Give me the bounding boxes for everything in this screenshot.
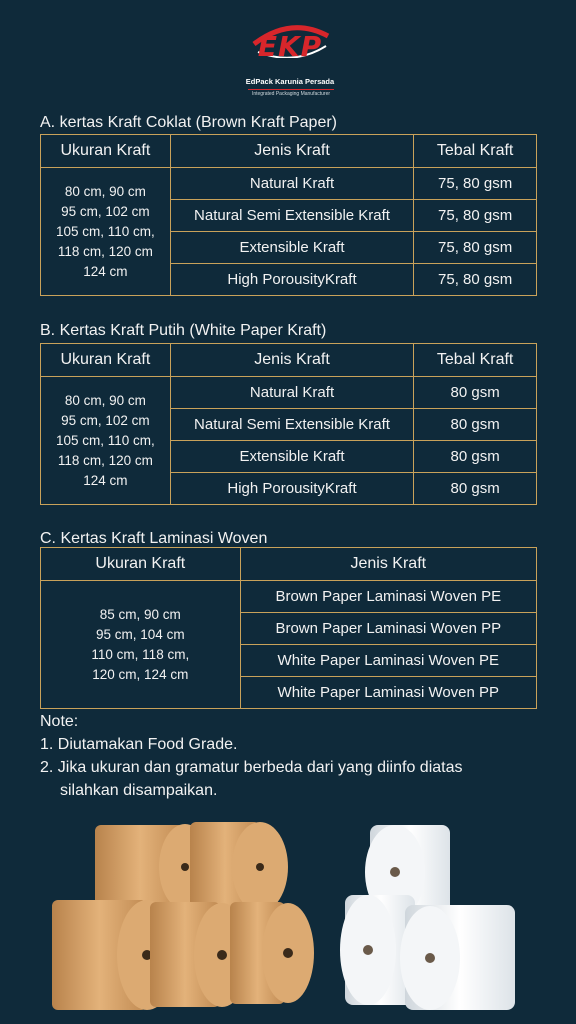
size-cell: [41, 377, 171, 505]
company-logo: [240, 18, 340, 98]
kraft-roll-icon: [230, 902, 314, 1004]
header-jenis: Jenis Kraft: [170, 135, 414, 168]
size-line: 118 cm, 120 cm: [57, 243, 153, 259]
note-item-1: 1. Diutamakan Food Grade.: [40, 736, 238, 753]
tebal-cell: 80 gsm: [414, 409, 537, 441]
kraft-roll-icon: [190, 822, 288, 912]
jenis-cell: Brown Paper Laminasi Woven PE: [240, 581, 536, 613]
logo-company-name: EdPack Karunia Persada: [245, 77, 335, 86]
tebal-cell: 75, 80 gsm: [414, 264, 537, 296]
size-line: 105 cm, 110 cm,: [55, 223, 155, 239]
header-tebal: Tebal Kraft: [414, 135, 537, 168]
note-item-2-cont: silahkan disampaikan.: [60, 782, 218, 799]
jenis-cell: Natural Semi Extensible Kraft: [170, 200, 414, 232]
section-c-table: [40, 547, 537, 709]
tebal-cell: 80 gsm: [414, 441, 537, 473]
tebal-cell: 80 gsm: [414, 473, 537, 505]
size-line: 124 cm: [83, 263, 128, 279]
size-line: 80 cm, 90 cm: [64, 392, 146, 408]
jenis-cell: Extensible Kraft: [170, 441, 414, 473]
tebal-cell: 75, 80 gsm: [414, 168, 537, 200]
jenis-cell: Brown Paper Laminasi Woven PP: [240, 613, 536, 645]
size-line: 95 cm, 102 cm: [61, 203, 150, 219]
jenis-cell: Extensible Kraft: [170, 232, 414, 264]
jenis-cell: High PorousityKraft: [170, 264, 414, 296]
size-line: 110 cm, 118 cm,: [91, 646, 190, 662]
header-jenis: Jenis Kraft: [240, 548, 536, 581]
size-line: 118 cm, 120 cm: [57, 452, 153, 468]
tebal-cell: 75, 80 gsm: [414, 232, 537, 264]
jenis-cell: Natural Kraft: [170, 377, 414, 409]
header-jenis: Jenis Kraft: [170, 344, 414, 377]
tebal-cell: 80 gsm: [414, 377, 537, 409]
section-a-table: [40, 134, 537, 296]
size-cell: [41, 168, 171, 296]
jenis-cell: White Paper Laminasi Woven PP: [240, 677, 536, 709]
logo-brand: EKP: [257, 30, 323, 63]
header-ukuran: Ukuran Kraft: [41, 344, 171, 377]
paper-rolls-image: [40, 810, 540, 1020]
jenis-cell: White Paper Laminasi Woven PE: [240, 645, 536, 677]
section-b-table: [40, 343, 537, 505]
header-ukuran: Ukuran Kraft: [41, 135, 171, 168]
jenis-cell: Natural Kraft: [170, 168, 414, 200]
size-line: 120 cm, 124 cm: [92, 666, 189, 682]
size-line: 95 cm, 104 cm: [96, 626, 185, 642]
note-block: [40, 710, 462, 802]
header-ukuran: Ukuran Kraft: [41, 548, 241, 581]
jenis-cell: Natural Semi Extensible Kraft: [170, 409, 414, 441]
size-line: 124 cm: [83, 472, 128, 488]
header-tebal: Tebal Kraft: [414, 344, 537, 377]
tebal-cell: 75, 80 gsm: [414, 200, 537, 232]
section-a-title: A. kertas Kraft Coklat (Brown Kraft Paper): [40, 114, 337, 131]
size-line: 80 cm, 90 cm: [64, 183, 146, 199]
white-roll-icon: [400, 905, 515, 1010]
note-heading: Note:: [40, 713, 79, 730]
section-b-title: B. Kertas Kraft Putih (White Paper Kraft): [40, 322, 327, 339]
size-line: 105 cm, 110 cm,: [55, 432, 155, 448]
size-line: 95 cm, 102 cm: [61, 412, 150, 428]
jenis-cell: High PorousityKraft: [170, 473, 414, 505]
size-line: 85 cm, 90 cm: [99, 606, 181, 622]
section-c-title: C. Kertas Kraft Laminasi Woven: [40, 530, 268, 547]
logo-tagline: Integrated Packaging Manufacturer: [248, 89, 334, 97]
size-cell: [41, 581, 241, 709]
note-item-2: 2. Jika ukuran dan gramatur berbeda dari yang diinfo diatas: [40, 759, 463, 776]
